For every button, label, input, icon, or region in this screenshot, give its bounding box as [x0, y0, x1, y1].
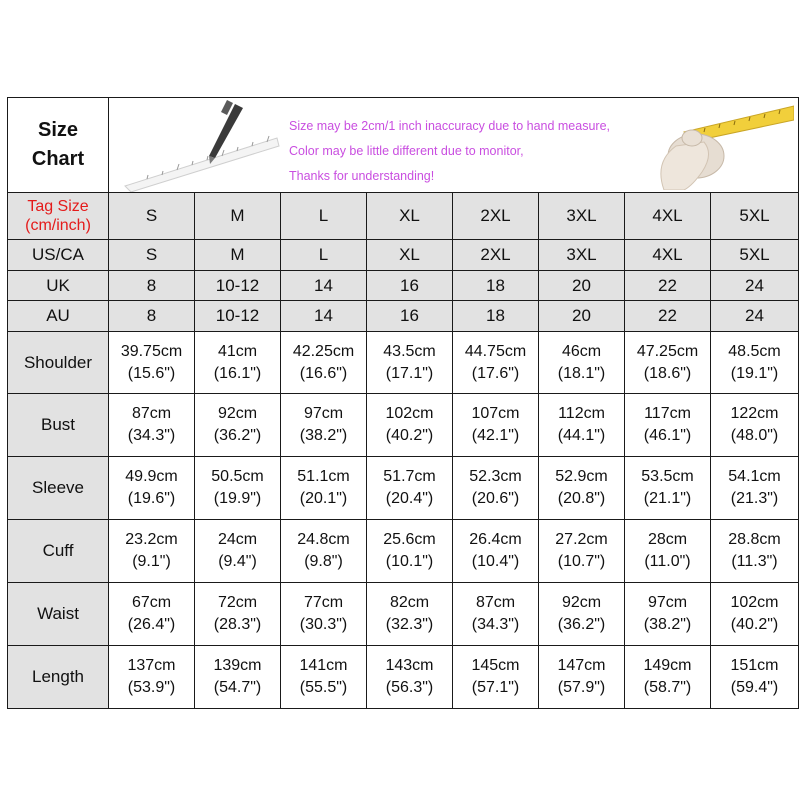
value-inch: (34.3") — [471, 616, 520, 633]
value-inch: (26.4") — [127, 616, 176, 633]
measurement-cell — [625, 583, 711, 646]
value-inch: (34.3") — [127, 427, 176, 444]
measurement-cell — [539, 583, 625, 646]
measurement-cell — [453, 394, 539, 457]
size-cell: 4XL — [625, 240, 711, 271]
value-cm: 51.7cm — [383, 468, 436, 485]
value-inch: (19.9") — [213, 490, 262, 507]
measurement-cell — [281, 457, 367, 520]
size-cell: 24 — [711, 271, 799, 301]
measurement-cell — [367, 457, 453, 520]
value-inch: (17.6") — [471, 364, 520, 382]
value-cm: 122cm — [730, 405, 779, 422]
measurement-cell — [453, 332, 539, 394]
size-cell: 16 — [367, 271, 453, 301]
value-inch: (58.7") — [643, 679, 692, 696]
measurement-cell — [195, 332, 281, 394]
size-chart-title — [8, 98, 109, 193]
value-inch: (54.7") — [213, 679, 262, 696]
value-cm: 92cm — [217, 405, 258, 422]
value-inch: (48.0") — [730, 427, 779, 444]
value-inch: (9.1") — [132, 553, 171, 570]
size-cell: 20 — [539, 271, 625, 301]
value-cm: 149cm — [643, 657, 692, 674]
measurement-label: Cuff — [8, 520, 109, 583]
value-inch: (16.1") — [213, 364, 262, 382]
size-cell: 5XL — [711, 193, 799, 240]
value-cm: 147cm — [557, 657, 606, 674]
value-inch: (40.2") — [730, 616, 779, 633]
measurement-label: Shoulder — [8, 332, 109, 394]
size-cell: 18 — [453, 301, 539, 332]
title-line-1: Size — [37, 119, 79, 141]
value-cm: 143cm — [385, 657, 434, 674]
value-inch: (11.0") — [644, 553, 691, 570]
value-cm: 87cm — [131, 405, 172, 422]
size-cell: L — [281, 240, 367, 271]
measurement-label: Sleeve — [8, 457, 109, 520]
value-cm: 46cm — [561, 342, 602, 360]
measurement-cell — [453, 646, 539, 709]
measurement-row — [8, 457, 799, 520]
value-cm: 72cm — [217, 594, 258, 611]
banner-cell — [109, 98, 799, 193]
value-inch: (20.6") — [471, 490, 520, 507]
size-cell: S — [109, 240, 195, 271]
size-cell: 20 — [539, 301, 625, 332]
size-cell: 2XL — [453, 193, 539, 240]
size-cell: 3XL — [539, 193, 625, 240]
row-label: US/CA — [8, 240, 109, 271]
measurement-cell — [195, 520, 281, 583]
value-cm: 97cm — [303, 405, 344, 422]
value-cm: 24.8cm — [297, 531, 350, 548]
value-inch: (40.2") — [385, 427, 434, 444]
measurement-cell — [539, 520, 625, 583]
size-cell: 2XL — [453, 240, 539, 271]
size-row — [8, 271, 799, 301]
note-thanks: Thanks for understanding! — [289, 169, 435, 183]
value-cm: 48.5cm — [728, 342, 781, 360]
measurement-cell — [625, 332, 711, 394]
measurement-cell — [711, 457, 799, 520]
size-cell: 10-12 — [195, 271, 281, 301]
value-cm: 54.1cm — [728, 468, 781, 485]
measurement-row — [8, 520, 799, 583]
value-inch: (21.1") — [643, 490, 692, 507]
measurement-cell — [195, 457, 281, 520]
banner — [109, 98, 798, 192]
measurement-cell — [625, 646, 711, 709]
measurement-cell — [367, 332, 453, 394]
value-inch: (20.8") — [557, 490, 606, 507]
measurement-cell — [625, 457, 711, 520]
size-cell: M — [195, 193, 281, 240]
measurement-cell — [281, 583, 367, 646]
value-cm: 50.5cm — [211, 468, 264, 485]
value-cm: 139cm — [213, 657, 262, 674]
measurement-label: Bust — [8, 394, 109, 457]
notes — [289, 114, 659, 189]
value-cm: 117cm — [644, 405, 691, 422]
measurement-cell — [367, 520, 453, 583]
measurement-cell — [195, 583, 281, 646]
value-cm: 77cm — [303, 594, 344, 611]
value-inch: (30.3") — [299, 616, 348, 633]
measurement-cell — [539, 646, 625, 709]
value-inch: (15.6") — [127, 364, 176, 382]
size-cell: 14 — [281, 271, 367, 301]
row-label: AU — [8, 301, 109, 332]
size-cell: M — [195, 240, 281, 271]
size-cell: 4XL — [625, 193, 711, 240]
size-cell: 8 — [109, 301, 195, 332]
size-chart — [7, 97, 798, 700]
value-cm: 47.25cm — [636, 342, 699, 360]
measurement-cell — [109, 646, 195, 709]
value-inch: (55.5") — [299, 679, 348, 696]
value-cm: 92cm — [561, 594, 602, 611]
title-line-2: Chart — [31, 148, 85, 170]
size-cell: L — [281, 193, 367, 240]
size-row — [8, 301, 799, 332]
measurement-row — [8, 583, 799, 646]
measurement-cell — [109, 332, 195, 394]
measurement-cell — [281, 394, 367, 457]
measurement-cell — [367, 583, 453, 646]
value-cm: 82cm — [389, 594, 430, 611]
measurement-cell — [109, 583, 195, 646]
value-inch: (10.4") — [471, 553, 520, 570]
value-inch: (9.4") — [218, 553, 257, 570]
size-cell: 10-12 — [195, 301, 281, 332]
value-inch: (44.1") — [557, 427, 606, 444]
value-inch: (9.8") — [304, 553, 343, 570]
measurement-cell — [711, 646, 799, 709]
size-cell: XL — [367, 193, 453, 240]
size-cell: S — [109, 193, 195, 240]
size-cell: 3XL — [539, 240, 625, 271]
size-cell: 18 — [453, 271, 539, 301]
value-cm: 102cm — [385, 405, 434, 422]
measurement-cell — [195, 646, 281, 709]
measurement-cell — [711, 394, 799, 457]
value-cm: 49.9cm — [125, 468, 178, 485]
value-inch: (42.1") — [471, 427, 520, 444]
value-cm: 151cm — [730, 657, 779, 674]
row-label — [8, 193, 109, 240]
value-inch: (46.1") — [643, 427, 692, 444]
value-cm: 28.8cm — [728, 531, 781, 548]
measurement-cell — [625, 394, 711, 457]
size-row — [8, 240, 799, 271]
value-inch: (21.3") — [730, 490, 779, 507]
size-cell: 22 — [625, 301, 711, 332]
measurement-cell — [539, 394, 625, 457]
value-cm: 41cm — [217, 342, 258, 360]
note-color: Color may be little different due to monitor, — [289, 144, 524, 158]
hand-tape-measure-illustration — [644, 102, 794, 190]
value-cm: 53.5cm — [641, 468, 694, 485]
measurement-cell — [109, 457, 195, 520]
value-inch: (16.6") — [299, 364, 348, 382]
value-inch: (19.6") — [127, 490, 176, 507]
measurement-cell — [625, 520, 711, 583]
measurement-cell — [367, 394, 453, 457]
value-cm: 52.3cm — [469, 468, 522, 485]
measurement-cell — [453, 457, 539, 520]
value-cm: 28cm — [647, 531, 688, 548]
value-inch: (11.3") — [731, 553, 778, 570]
size-cell: 24 — [711, 301, 799, 332]
value-inch: (18.1") — [557, 364, 606, 382]
note-inaccuracy: Size may be 2cm/1 inch inaccuracy due to hand measure, — [289, 119, 611, 133]
size-chart-table — [7, 97, 799, 709]
value-cm: 43.5cm — [383, 342, 436, 360]
measurement-row — [8, 394, 799, 457]
value-inch: (20.1") — [299, 490, 348, 507]
value-cm: 97cm — [647, 594, 688, 611]
value-inch: (20.4") — [385, 490, 434, 507]
value-inch: (32.3") — [385, 616, 434, 633]
measurement-cell — [711, 583, 799, 646]
size-cell: 22 — [625, 271, 711, 301]
size-cell: 16 — [367, 301, 453, 332]
value-cm: 67cm — [131, 594, 172, 611]
value-inch: (17.1") — [385, 364, 434, 382]
measurement-label: Waist — [8, 583, 109, 646]
size-cell: 14 — [281, 301, 367, 332]
measurement-cell — [281, 646, 367, 709]
row-label: UK — [8, 271, 109, 301]
value-inch: (53.9") — [127, 679, 176, 696]
measurement-row — [8, 332, 799, 394]
value-inch: (38.2") — [299, 427, 348, 444]
measurement-cell — [367, 646, 453, 709]
value-cm: 51.1cm — [297, 468, 350, 485]
value-inch: (36.2") — [213, 427, 262, 444]
value-inch: (57.9") — [557, 679, 606, 696]
size-cell: XL — [367, 240, 453, 271]
value-inch: (10.1") — [385, 553, 434, 570]
value-inch: (18.6") — [643, 364, 692, 382]
value-inch: (57.1") — [471, 679, 520, 696]
value-cm: 102cm — [730, 594, 779, 611]
measurement-cell — [109, 520, 195, 583]
measurement-label: Length — [8, 646, 109, 709]
value-cm: 24cm — [217, 531, 258, 548]
value-cm: 23.2cm — [125, 531, 178, 548]
value-cm: 145cm — [471, 657, 520, 674]
measurement-row — [8, 646, 799, 709]
value-inch: (19.1") — [730, 364, 779, 382]
value-cm: 25.6cm — [383, 531, 436, 548]
measurement-cell — [453, 520, 539, 583]
row-label-line: Tag Size — [27, 198, 89, 215]
value-cm: 112cm — [558, 405, 605, 422]
value-inch: (10.7") — [557, 553, 606, 570]
measurement-cell — [539, 457, 625, 520]
value-inch: (59.4") — [730, 679, 779, 696]
measurement-cell — [453, 583, 539, 646]
measurement-cell — [711, 520, 799, 583]
measurement-cell — [109, 394, 195, 457]
size-cell: 5XL — [711, 240, 799, 271]
pencil-ruler-illustration — [117, 98, 282, 192]
size-cell: 8 — [109, 271, 195, 301]
value-cm: 39.75cm — [120, 342, 183, 360]
header-row — [8, 98, 799, 193]
value-inch: (38.2") — [643, 616, 692, 633]
value-cm: 26.4cm — [469, 531, 522, 548]
value-cm: 52.9cm — [555, 468, 608, 485]
value-cm: 141cm — [299, 657, 348, 674]
measurement-cell — [281, 520, 367, 583]
value-inch: (36.2") — [557, 616, 606, 633]
measurement-cell — [195, 394, 281, 457]
value-cm: 107cm — [471, 405, 520, 422]
value-cm: 27.2cm — [555, 531, 608, 548]
size-row — [8, 193, 799, 240]
value-cm: 42.25cm — [292, 342, 355, 360]
value-inch: (28.3") — [213, 616, 262, 633]
measurement-cell — [539, 332, 625, 394]
row-label-line: (cm/inch) — [25, 217, 91, 234]
measurement-cell — [281, 332, 367, 394]
value-inch: (56.3") — [385, 679, 434, 696]
value-cm: 44.75cm — [464, 342, 527, 360]
value-cm: 137cm — [127, 657, 176, 674]
value-cm: 87cm — [475, 594, 516, 611]
measurement-cell — [711, 332, 799, 394]
